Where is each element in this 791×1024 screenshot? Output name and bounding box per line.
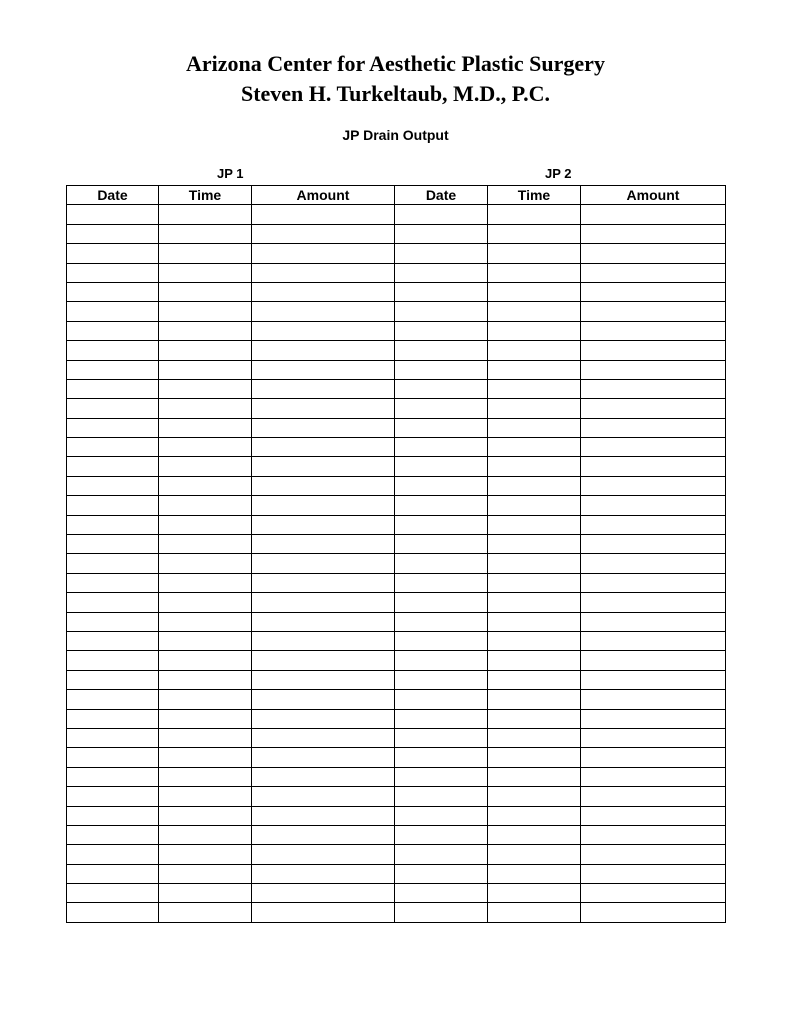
jp1-date-cell[interactable] [67,224,159,243]
table-row [67,767,726,786]
jp1-amount-cell[interactable] [252,845,395,864]
table-row [67,884,726,903]
jp1-date-cell[interactable] [67,903,159,922]
jp1-time-cell[interactable] [159,728,252,747]
jp1-time-cell[interactable] [159,690,252,709]
jp1-amount-cell[interactable] [252,457,395,476]
jp1-amount-cell[interactable] [252,884,395,903]
jp1-amount-cell[interactable] [252,748,395,767]
jp1-date-cell[interactable] [67,496,159,515]
table-row [67,321,726,340]
jp2-time-cell[interactable] [488,903,581,922]
jp2-time-cell[interactable] [488,651,581,670]
jp1-time-cell[interactable] [159,360,252,379]
jp2-amount-cell[interactable] [581,438,726,457]
jp1-time-cell[interactable] [159,806,252,825]
jp2-date-cell[interactable] [395,282,488,301]
jp2-time-cell[interactable] [488,282,581,301]
jp2-date-cell[interactable] [395,360,488,379]
table-row [67,787,726,806]
jp2-date-cell[interactable] [395,321,488,340]
table-row [67,282,726,301]
jp2-time-header: Time [488,186,581,205]
jp2-time-cell[interactable] [488,767,581,786]
jp1-time-cell[interactable] [159,244,252,263]
jp1-date-cell[interactable] [67,263,159,282]
jp2-time-cell[interactable] [488,631,581,650]
drain-output-table [66,185,726,923]
jp2-time-cell[interactable] [488,457,581,476]
jp2-time-cell[interactable] [488,573,581,592]
table-row [67,845,726,864]
jp2-amount-cell[interactable] [581,535,726,554]
jp2-amount-cell[interactable] [581,515,726,534]
table-row [67,573,726,592]
jp2-date-cell[interactable] [395,670,488,689]
table-row [67,670,726,689]
table-row [67,476,726,495]
jp1-date-cell[interactable] [67,690,159,709]
jp2-date-cell[interactable] [395,263,488,282]
jp1-time-cell[interactable] [159,709,252,728]
jp2-amount-cell[interactable] [581,767,726,786]
jp2-amount-cell[interactable] [581,457,726,476]
jp2-amount-cell[interactable] [581,903,726,922]
jp1-date-cell[interactable] [67,670,159,689]
jp2-date-cell[interactable] [395,864,488,883]
jp2-amount-cell[interactable] [581,573,726,592]
jp1-date-cell[interactable] [67,205,159,224]
jp2-date-cell[interactable] [395,515,488,534]
jp1-amount-cell[interactable] [252,535,395,554]
jp1-amount-cell[interactable] [252,438,395,457]
jp2-time-cell[interactable] [488,224,581,243]
jp2-time-cell[interactable] [488,845,581,864]
jp2-amount-cell[interactable] [581,884,726,903]
jp2-amount-cell[interactable] [581,360,726,379]
table-row [67,341,726,360]
jp1-time-cell[interactable] [159,379,252,398]
jp1-date-cell[interactable] [67,845,159,864]
jp2-amount-cell[interactable] [581,554,726,573]
jp1-time-cell[interactable] [159,670,252,689]
jp2-amount-cell[interactable] [581,476,726,495]
jp2-date-header: Date [395,186,488,205]
jp1-amount-cell[interactable] [252,496,395,515]
jp2-time-cell[interactable] [488,728,581,747]
form-title: JP Drain Output [342,127,449,143]
table-row [67,399,726,418]
jp2-date-cell[interactable] [395,728,488,747]
jp2-date-cell[interactable] [395,224,488,243]
jp1-amount-cell[interactable] [252,670,395,689]
table-row [67,806,726,825]
jp2-time-cell[interactable] [488,341,581,360]
jp2-time-cell[interactable] [488,884,581,903]
jp2-amount-cell[interactable] [581,224,726,243]
jp1-time-cell[interactable] [159,767,252,786]
jp2-time-cell[interactable] [488,787,581,806]
jp2-amount-cell[interactable] [581,593,726,612]
jp2-time-cell[interactable] [488,438,581,457]
jp1-time-cell[interactable] [159,457,252,476]
jp2-time-cell[interactable] [488,244,581,263]
jp1-date-cell[interactable] [67,282,159,301]
jp1-amount-cell[interactable] [252,631,395,650]
jp2-amount-cell[interactable] [581,302,726,321]
jp1-amount-cell[interactable] [252,612,395,631]
jp1-amount-cell[interactable] [252,282,395,301]
jp2-date-cell[interactable] [395,709,488,728]
jp1-time-header: Time [159,186,252,205]
jp1-date-cell[interactable] [67,244,159,263]
jp2-date-cell[interactable] [395,476,488,495]
table-row [67,864,726,883]
jp2-amount-cell[interactable] [581,244,726,263]
jp2-time-cell[interactable] [488,302,581,321]
jp1-amount-cell[interactable] [252,224,395,243]
jp2-amount-cell[interactable] [581,825,726,844]
jp1-time-cell[interactable] [159,496,252,515]
jp1-time-cell[interactable] [159,554,252,573]
jp2-time-cell[interactable] [488,670,581,689]
jp1-time-cell[interactable] [159,302,252,321]
table-row [67,244,726,263]
jp1-time-cell[interactable] [159,341,252,360]
jp1-date-cell[interactable] [67,748,159,767]
jp1-date-cell[interactable] [67,515,159,534]
jp2-amount-cell[interactable] [581,418,726,437]
jp2-date-cell[interactable] [395,748,488,767]
jp2-date-cell[interactable] [395,631,488,650]
jp1-amount-cell[interactable] [252,515,395,534]
table-row [67,379,726,398]
jp1-time-cell[interactable] [159,593,252,612]
jp2-date-cell[interactable] [395,457,488,476]
jp2-date-cell[interactable] [395,787,488,806]
table-row [67,631,726,650]
jp2-time-cell[interactable] [488,515,581,534]
jp2-amount-cell[interactable] [581,651,726,670]
jp1-date-cell[interactable] [67,631,159,650]
jp1-amount-cell[interactable] [252,302,395,321]
jp2-date-cell[interactable] [395,341,488,360]
jp2-date-cell[interactable] [395,593,488,612]
jp1-time-cell[interactable] [159,903,252,922]
table-row [67,263,726,282]
physician-name: Steven H. Turkeltaub, M.D., P.C. [240,81,551,106]
jp1-date-cell[interactable] [67,573,159,592]
jp1-time-cell[interactable] [159,535,252,554]
jp2-amount-cell[interactable] [581,787,726,806]
jp2-amount-cell[interactable] [581,845,726,864]
jp1-label: JP 1 [217,166,244,181]
jp1-time-cell[interactable] [159,321,252,340]
jp2-time-cell[interactable] [488,612,581,631]
jp1-amount-cell[interactable] [252,554,395,573]
jp2-date-cell[interactable] [395,573,488,592]
jp2-time-cell[interactable] [488,554,581,573]
jp1-date-cell[interactable] [67,864,159,883]
jp1-amount-cell[interactable] [252,244,395,263]
jp1-date-cell[interactable] [67,884,159,903]
jp1-date-header: Date [67,186,159,205]
table-row [67,690,726,709]
table-row [67,825,726,844]
jp1-date-cell[interactable] [67,341,159,360]
jp1-date-cell[interactable] [67,360,159,379]
jp2-date-cell[interactable] [395,651,488,670]
jp2-date-cell[interactable] [395,767,488,786]
jp2-date-cell[interactable] [395,612,488,631]
jp1-amount-cell[interactable] [252,573,395,592]
jp1-time-cell[interactable] [159,224,252,243]
table-row [67,903,726,922]
jp1-amount-cell[interactable] [252,360,395,379]
jp1-amount-cell[interactable] [252,399,395,418]
table-row [67,612,726,631]
table-row [67,205,726,224]
table-body [67,205,726,922]
jp1-date-cell[interactable] [67,399,159,418]
jp2-date-cell[interactable] [395,825,488,844]
jp1-time-cell[interactable] [159,515,252,534]
jp1-amount-cell[interactable] [252,767,395,786]
jp1-time-cell[interactable] [159,476,252,495]
jp2-date-cell[interactable] [395,302,488,321]
jp2-amount-cell[interactable] [581,631,726,650]
jp1-date-cell[interactable] [67,787,159,806]
table-row [67,593,726,612]
jp1-date-cell[interactable] [67,825,159,844]
jp2-date-cell[interactable] [395,496,488,515]
jp1-date-cell[interactable] [67,302,159,321]
jp2-amount-cell[interactable] [581,806,726,825]
jp2-date-cell[interactable] [395,205,488,224]
jp2-time-cell[interactable] [488,690,581,709]
jp1-amount-header: Amount [252,186,395,205]
jp2-amount-cell[interactable] [581,728,726,747]
jp2-time-cell[interactable] [488,593,581,612]
table-row [67,302,726,321]
jp1-time-cell[interactable] [159,263,252,282]
table-row [67,748,726,767]
jp1-time-cell[interactable] [159,884,252,903]
jp1-time-cell[interactable] [159,612,252,631]
table-row [67,457,726,476]
jp2-amount-cell[interactable] [581,379,726,398]
table-row [67,728,726,747]
jp2-date-cell[interactable] [395,535,488,554]
jp1-amount-cell[interactable] [252,806,395,825]
jp2-time-cell[interactable] [488,709,581,728]
jp2-date-cell[interactable] [395,806,488,825]
jp1-amount-cell[interactable] [252,825,395,844]
jp1-date-cell[interactable] [67,535,159,554]
jp1-date-cell[interactable] [67,767,159,786]
jp1-amount-cell[interactable] [252,341,395,360]
jp2-time-cell[interactable] [488,360,581,379]
jp2-amount-cell[interactable] [581,864,726,883]
jp1-date-cell[interactable] [67,806,159,825]
jp1-date-cell[interactable] [67,612,159,631]
jp2-amount-cell[interactable] [581,205,726,224]
jp1-date-cell[interactable] [67,379,159,398]
table-row [67,554,726,573]
jp1-amount-cell[interactable] [252,476,395,495]
table-row [67,418,726,437]
jp2-date-cell[interactable] [395,244,488,263]
jp2-amount-cell[interactable] [581,709,726,728]
jp2-date-cell[interactable] [395,399,488,418]
jp1-time-cell[interactable] [159,787,252,806]
jp2-amount-cell[interactable] [581,263,726,282]
jp2-time-cell[interactable] [488,806,581,825]
jp2-time-cell[interactable] [488,748,581,767]
jp2-time-cell[interactable] [488,418,581,437]
jp2-date-cell[interactable] [395,903,488,922]
jp2-amount-cell[interactable] [581,612,726,631]
jp1-date-cell[interactable] [67,418,159,437]
jp2-date-cell[interactable] [395,438,488,457]
jp2-amount-cell[interactable] [581,282,726,301]
jp2-time-cell[interactable] [488,864,581,883]
jp1-time-cell[interactable] [159,825,252,844]
jp1-time-cell[interactable] [159,573,252,592]
jp1-amount-cell[interactable] [252,205,395,224]
jp1-amount-cell[interactable] [252,690,395,709]
jp2-time-cell[interactable] [488,205,581,224]
jp1-date-cell[interactable] [67,476,159,495]
table-row [67,496,726,515]
jp1-time-cell[interactable] [159,205,252,224]
table-row [67,709,726,728]
jp2-amount-cell[interactable] [581,399,726,418]
jp2-amount-cell[interactable] [581,341,726,360]
jp1-amount-cell[interactable] [252,903,395,922]
jp2-amount-cell[interactable] [581,321,726,340]
jp1-date-cell[interactable] [67,457,159,476]
jp2-date-cell[interactable] [395,379,488,398]
table-row [67,651,726,670]
jp2-date-cell[interactable] [395,418,488,437]
jp1-amount-cell[interactable] [252,864,395,883]
jp2-label: JP 2 [545,166,572,181]
jp2-time-cell[interactable] [488,263,581,282]
jp2-time-cell[interactable] [488,476,581,495]
jp1-amount-cell[interactable] [252,263,395,282]
table-row [67,438,726,457]
jp1-time-cell[interactable] [159,438,252,457]
jp1-time-cell[interactable] [159,864,252,883]
jp2-time-cell[interactable] [488,321,581,340]
clinic-name: Arizona Center for Aesthetic Plastic Surgery [186,51,605,76]
jp1-time-cell[interactable] [159,631,252,650]
jp2-time-cell[interactable] [488,399,581,418]
jp1-time-cell[interactable] [159,399,252,418]
jp1-date-cell[interactable] [67,593,159,612]
jp1-amount-cell[interactable] [252,651,395,670]
jp2-time-cell[interactable] [488,496,581,515]
jp2-date-cell[interactable] [395,690,488,709]
jp1-time-cell[interactable] [159,845,252,864]
table-row [67,515,726,534]
jp1-amount-cell[interactable] [252,593,395,612]
jp1-amount-cell[interactable] [252,787,395,806]
jp2-date-cell[interactable] [395,845,488,864]
table-header-row [67,186,726,205]
jp2-time-cell[interactable] [488,379,581,398]
jp1-date-cell[interactable] [67,651,159,670]
jp2-amount-cell[interactable] [581,690,726,709]
jp1-time-cell[interactable] [159,282,252,301]
jp2-date-cell[interactable] [395,884,488,903]
jp1-time-cell[interactable] [159,651,252,670]
jp1-amount-cell[interactable] [252,379,395,398]
jp1-amount-cell[interactable] [252,321,395,340]
table-row [67,535,726,554]
jp2-amount-header: Amount [581,186,726,205]
jp1-time-cell[interactable] [159,748,252,767]
jp1-amount-cell[interactable] [252,418,395,437]
jp1-amount-cell[interactable] [252,728,395,747]
table-row [67,360,726,379]
table-row [67,224,726,243]
jp2-time-cell[interactable] [488,825,581,844]
jp1-amount-cell[interactable] [252,709,395,728]
jp1-date-cell[interactable] [67,728,159,747]
jp1-date-cell[interactable] [67,438,159,457]
jp2-date-cell[interactable] [395,554,488,573]
jp1-date-cell[interactable] [67,321,159,340]
jp2-amount-cell[interactable] [581,670,726,689]
jp1-date-cell[interactable] [67,709,159,728]
jp1-date-cell[interactable] [67,554,159,573]
jp2-amount-cell[interactable] [581,496,726,515]
jp2-time-cell[interactable] [488,535,581,554]
jp1-time-cell[interactable] [159,418,252,437]
jp2-amount-cell[interactable] [581,748,726,767]
